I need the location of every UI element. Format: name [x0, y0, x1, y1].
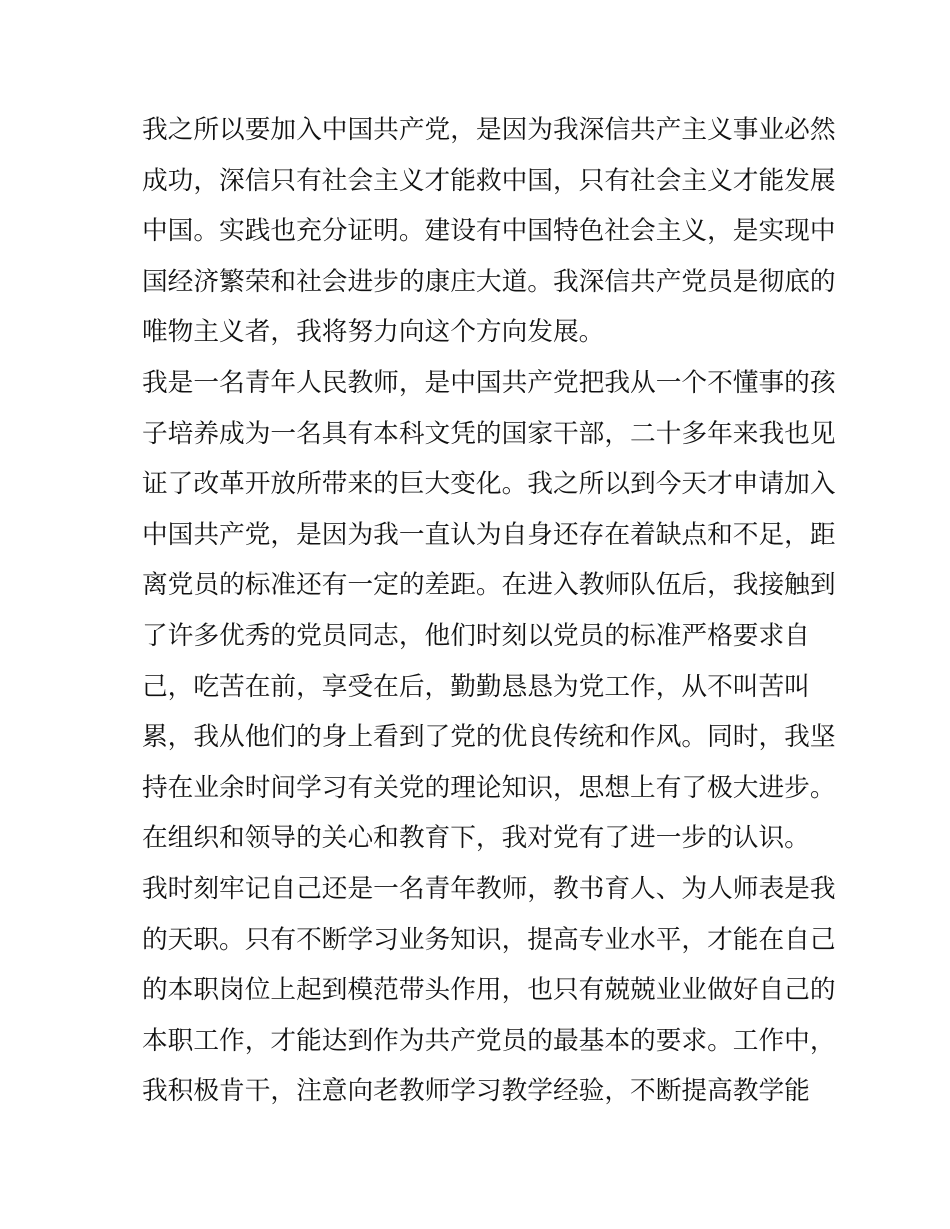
- text-line: 持在业余时间学习有关党的理论知识，思想上有了极大进步。: [142, 772, 836, 802]
- paragraph-3: [142, 864, 836, 1117]
- text-line: 累，我从他们的身上看到了党的优良传统和作风。同时，我坚: [142, 722, 836, 752]
- text-line: 唯物主义者，我将努力向这个方向发展。: [142, 317, 605, 347]
- text-line: 在组织和领导的关心和教育下，我对党有了进一步的认识。: [142, 823, 810, 853]
- text-line: 己，吃苦在前，享受在后，勤勤恳恳为党工作，从不叫苦叫: [142, 671, 810, 701]
- paragraph-2: [142, 358, 836, 864]
- paragraph-1: [142, 105, 836, 358]
- document-page: [142, 105, 836, 1117]
- text-line: 我是一名青年人民教师，是中国共产党把我从一个不懂事的孩: [142, 367, 836, 397]
- text-line: 子培养成为一名具有本科文凭的国家干部，二十多年来我也见: [142, 418, 836, 448]
- text-line: 的天职。只有不断学习业务知识，提高专业水平，才能在自己: [142, 924, 836, 954]
- text-line: 中国。实践也充分证明。建设有中国特色社会主义，是实现中: [142, 216, 836, 246]
- text-line: 我时刻牢记自己还是一名青年教师，教书育人、为人师表是我: [142, 873, 836, 903]
- text-line: 证了改革开放所带来的巨大变化。我之所以到今天才申请加入: [142, 469, 836, 499]
- text-line: 我之所以要加入中国共产党，是因为我深信共产主义事业必然: [142, 115, 836, 144]
- text-line: 中国共产党，是因为我一直认为自身还存在着缺点和不足，距: [142, 519, 836, 549]
- text-line: 离党员的标准还有一定的差距。在进入教师队伍后，我接触到: [142, 570, 836, 600]
- text-line: 成功，深信只有社会主义才能救中国，只有社会主义才能发展: [142, 165, 836, 195]
- text-line: 本职工作，才能达到作为共产党员的最基本的要求。工作中，: [142, 1025, 836, 1055]
- text-line: 的本职岗位上起到模范带头作用，也只有兢兢业业做好自己的: [142, 975, 836, 1005]
- text-line: 我积极肯干，注意向老教师学习教学经验，不断提高教学能: [142, 1076, 810, 1106]
- text-line: 国经济繁荣和社会进步的康庄大道。我深信共产党员是彻底的: [142, 266, 836, 296]
- text-line: 了许多优秀的党员同志，他们时刻以党员的标准严格要求自: [142, 620, 810, 650]
